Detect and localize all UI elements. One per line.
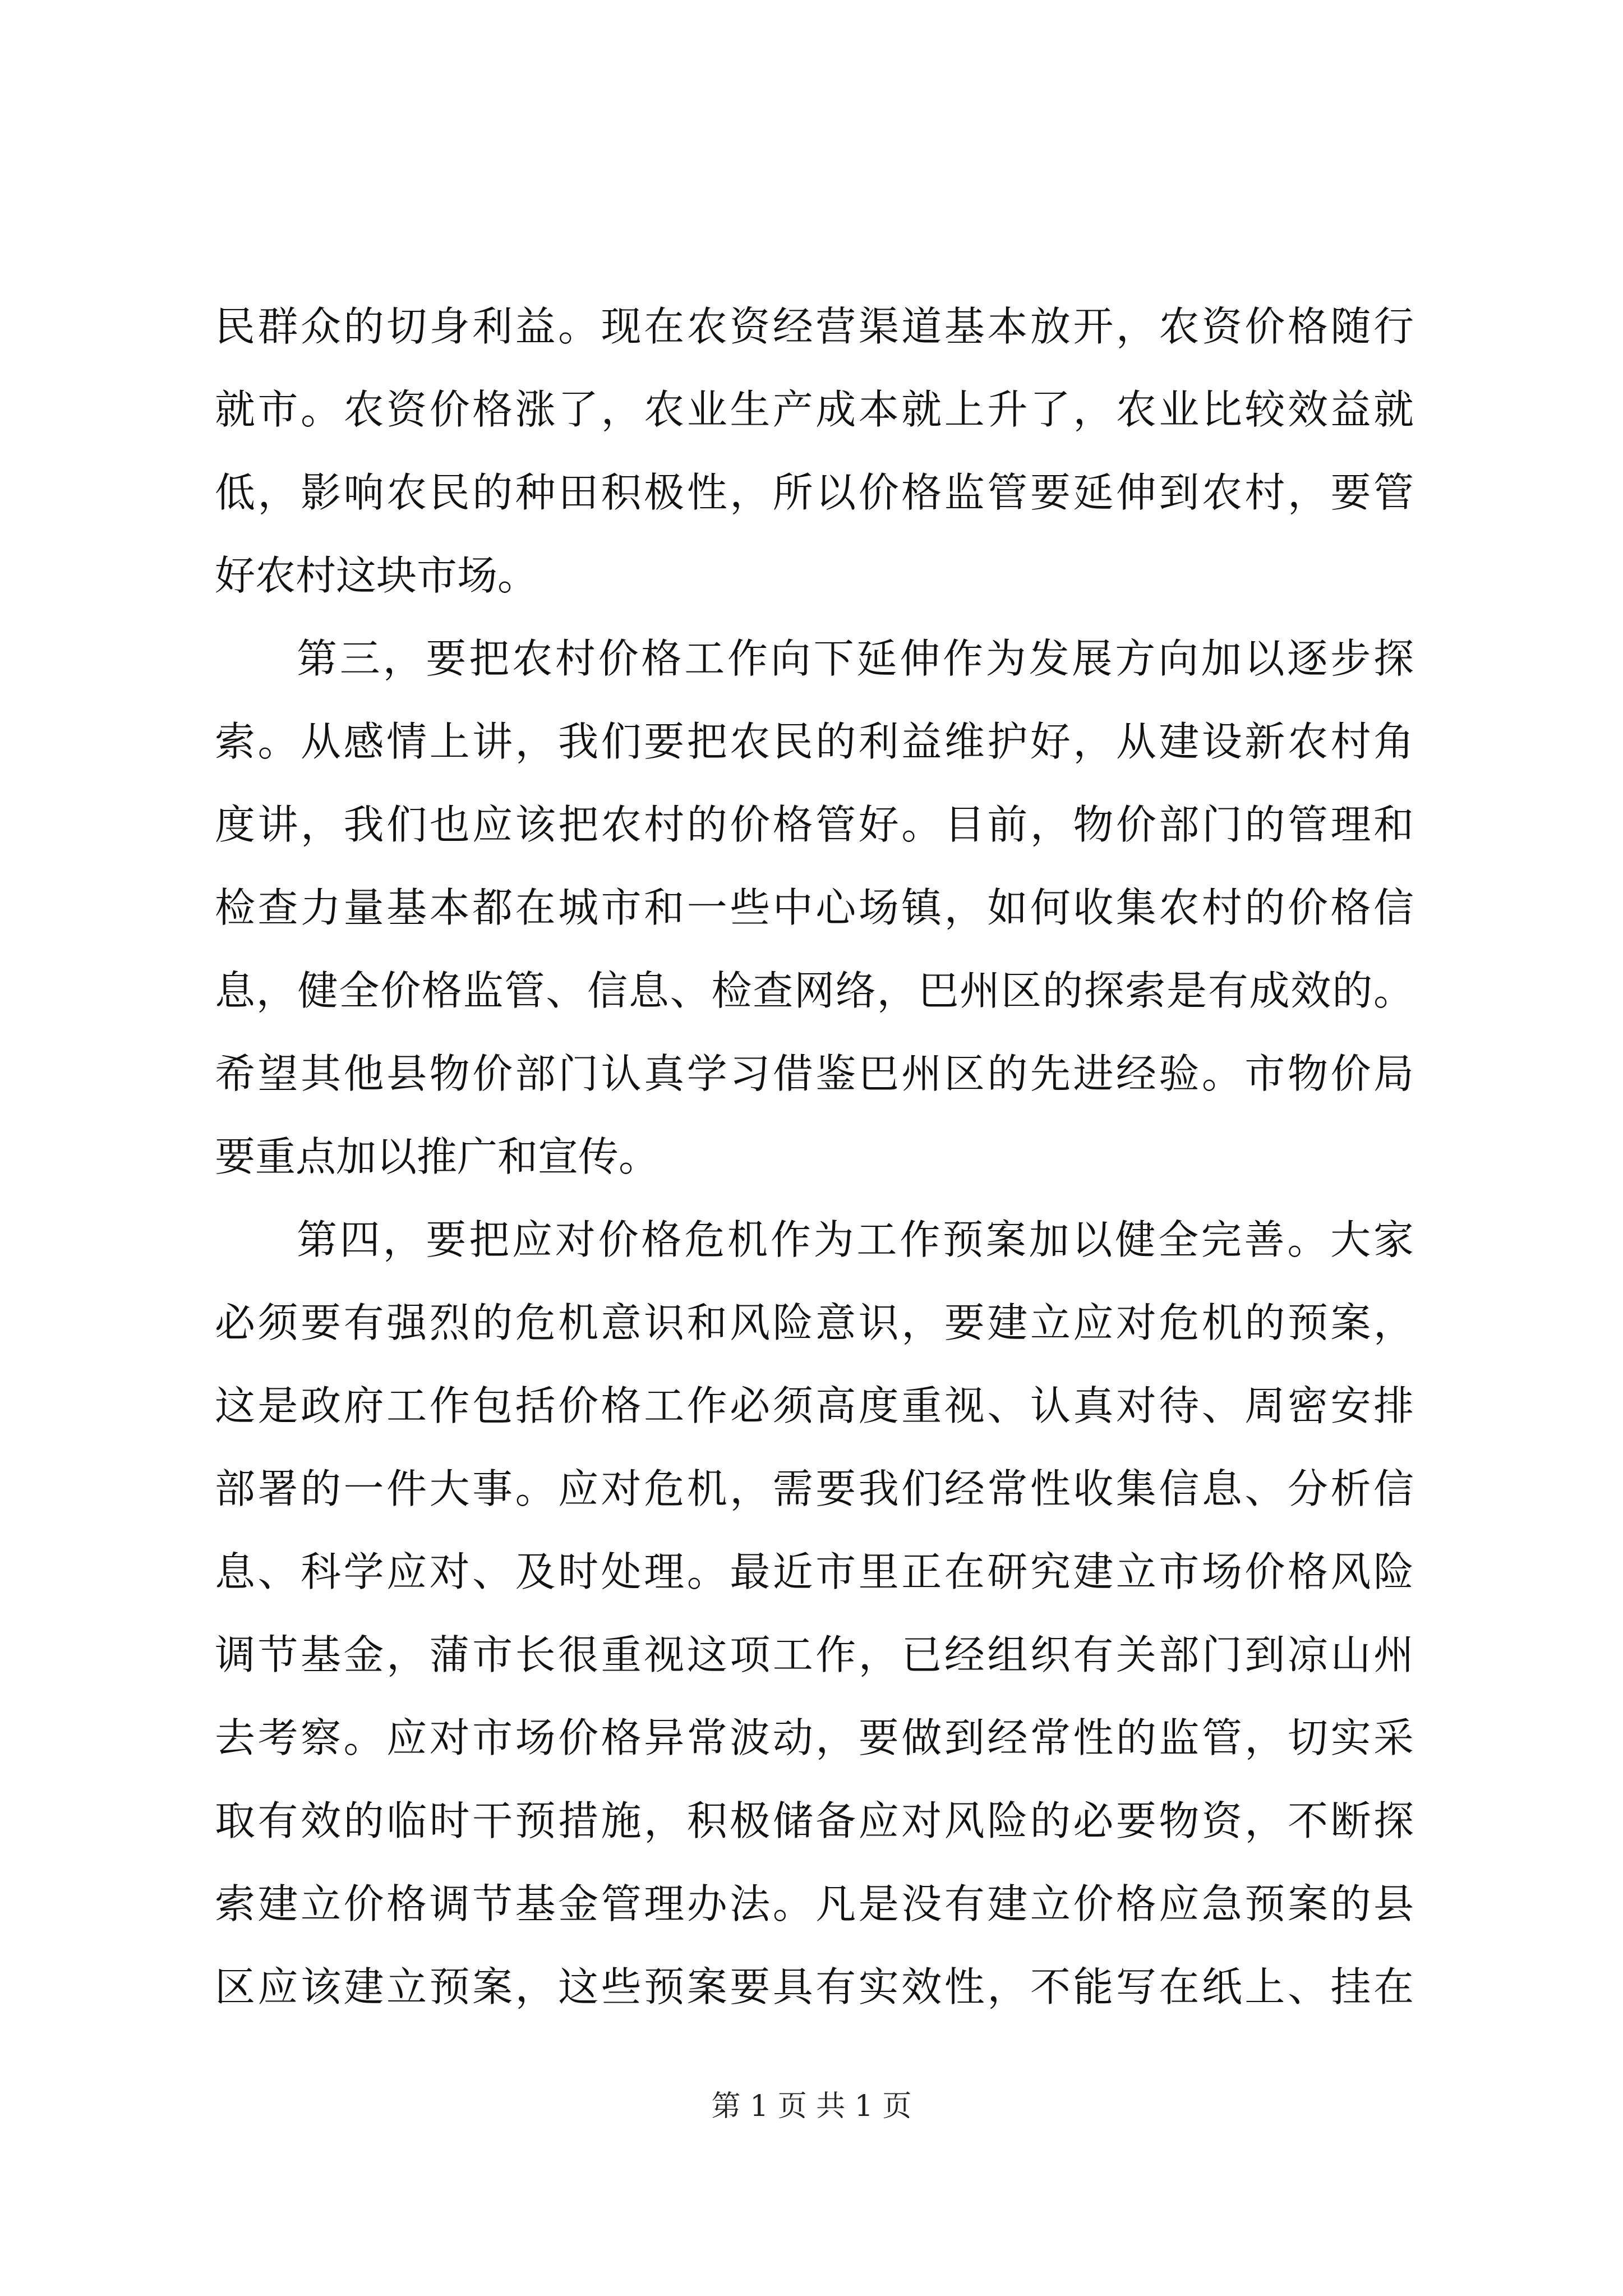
- text-line: 就市。农资价格涨了，农业生产成本就上升了，农业比较效益就: [215, 386, 1414, 433]
- text-line: 取有效的临时干预措施，积极储备应对风险的必要物资，不断探: [215, 1797, 1414, 1844]
- text-line: 息、科学应对、及时处理。最近市里正在研究建立市场价格风险: [215, 1548, 1414, 1595]
- text-line: 好农村这块市场。: [215, 552, 538, 599]
- text-line: 要重点加以推广和宣传。: [215, 1133, 660, 1180]
- text-line: 区应该建立预案，这些预案要具有实效性，不能写在纸上、挂在: [215, 1963, 1414, 2010]
- text-line: 检查力量基本都在城市和一些中心场镇，如何收集农村的价格信: [215, 884, 1414, 931]
- text-line: 这是政府工作包括价格工作必须高度重视、认真对待、周密安排: [215, 1382, 1414, 1429]
- text-line: 民群众的切身利益。现在农资经营渠道基本放开，农资价格随行: [215, 303, 1414, 350]
- text-line: 索建立价格调节基金管理办法。凡是没有建立价格应急预案的县: [215, 1880, 1414, 1927]
- text-line: 息，健全价格监管、信息、检查网络，巴州区的探索是有成效的。: [215, 967, 1414, 1014]
- text-line: 希望其他县物价部门认真学习借鉴巴州区的先进经验。市物价局: [215, 1050, 1414, 1097]
- body-text: [215, 285, 1414, 2028]
- text-line: 去考察。应对市场价格异常波动，要做到经常性的监管，切实采: [215, 1714, 1414, 1761]
- text-line: 度讲，我们也应该把农村的价格管好。目前，物价部门的管理和: [215, 801, 1414, 848]
- page-number-footer: 第 1 页 共 1 页: [711, 2090, 912, 2123]
- text-line: 必须要有强烈的危机意识和风险意识，要建立应对危机的预案，: [215, 1299, 1414, 1346]
- text-line: 部署的一件大事。应对危机，需要我们经常性收集信息、分析信: [215, 1465, 1414, 1512]
- paragraph-start-line: 第三，要把农村价格工作向下延伸作为发展方向加以逐步探: [297, 635, 1414, 682]
- text-line: 索。从感情上讲，我们要把农民的利益维护好，从建设新农村角: [215, 718, 1414, 765]
- text-line: 低，影响农民的种田积极性，所以价格监管要延伸到农村，要管: [215, 469, 1414, 516]
- text-line: 调节基金，蒲市长很重视这项工作，已经组织有关部门到凉山州: [215, 1631, 1414, 1678]
- paragraph-start-line: 第四，要把应对价格危机作为工作预案加以健全完善。大家: [297, 1216, 1414, 1263]
